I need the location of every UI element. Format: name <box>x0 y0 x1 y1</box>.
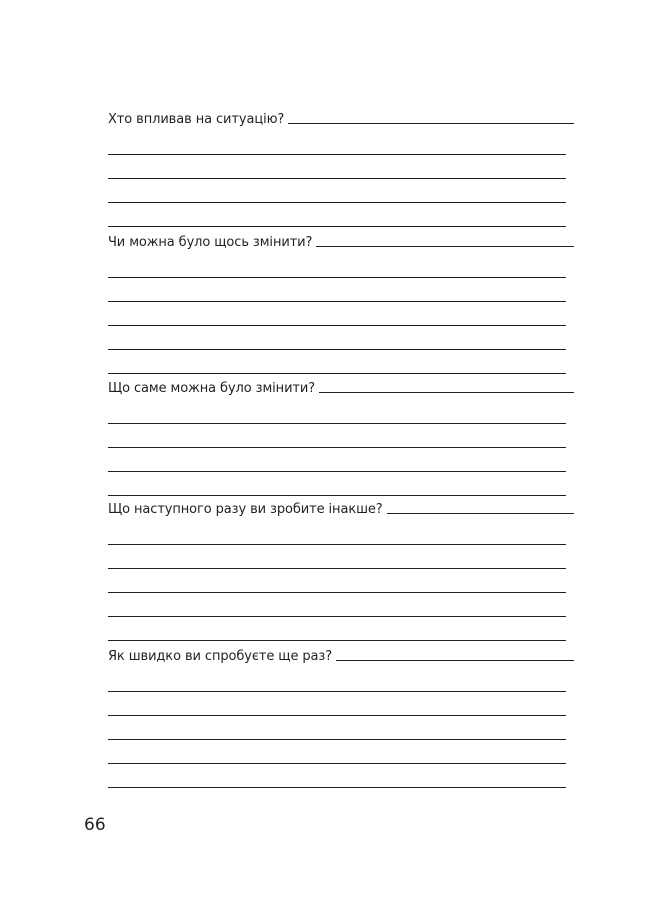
answer-line[interactable] <box>108 202 566 203</box>
question-text: Хто впливав на ситуацію? <box>108 112 285 127</box>
answer-line[interactable] <box>108 471 566 472</box>
answer-line[interactable] <box>108 301 566 302</box>
answer-blank-line[interactable] <box>336 660 574 661</box>
answer-line[interactable] <box>108 423 566 424</box>
question-section-5 <box>108 645 574 788</box>
answer-lines <box>108 277 574 374</box>
answer-line[interactable] <box>108 640 566 641</box>
answer-blank-line[interactable] <box>288 123 574 124</box>
answer-lines <box>108 154 574 227</box>
question-section-1 <box>108 108 574 227</box>
answer-blank-line[interactable] <box>387 513 574 514</box>
question-text: Що саме можна було змінити? <box>108 381 316 396</box>
answer-line[interactable] <box>108 226 566 227</box>
question-text: Як швидко ви спробуєте ще раз? <box>108 649 332 664</box>
question-text: Що наступного разу ви зробите інакше? <box>108 502 383 517</box>
answer-line[interactable] <box>108 447 566 448</box>
answer-lines <box>108 423 574 496</box>
answer-line[interactable] <box>108 691 566 692</box>
answer-line[interactable] <box>108 544 566 545</box>
question-row <box>108 377 574 397</box>
answer-line[interactable] <box>108 787 566 788</box>
answer-line[interactable] <box>108 373 566 374</box>
answer-line[interactable] <box>108 592 566 593</box>
answer-line[interactable] <box>108 154 566 155</box>
page-number: 66 <box>84 815 106 835</box>
question-row <box>108 645 574 665</box>
answer-blank-line[interactable] <box>316 246 574 247</box>
answer-line[interactable] <box>108 568 566 569</box>
answer-lines <box>108 544 574 641</box>
answer-line[interactable] <box>108 178 566 179</box>
answer-line[interactable] <box>108 349 566 350</box>
answer-line[interactable] <box>108 715 566 716</box>
question-row <box>108 231 574 251</box>
answer-blank-line[interactable] <box>319 392 574 393</box>
answer-line[interactable] <box>108 495 566 496</box>
answer-line[interactable] <box>108 325 566 326</box>
question-section-2 <box>108 231 574 374</box>
answer-line[interactable] <box>108 277 566 278</box>
answer-lines <box>108 691 574 788</box>
question-text: Чи можна було щось змінити? <box>108 235 313 250</box>
answer-line[interactable] <box>108 616 566 617</box>
question-row <box>108 498 574 518</box>
question-section-4 <box>108 498 574 641</box>
question-row <box>108 108 574 128</box>
answer-line[interactable] <box>108 763 566 764</box>
question-section-3 <box>108 377 574 496</box>
answer-line[interactable] <box>108 739 566 740</box>
